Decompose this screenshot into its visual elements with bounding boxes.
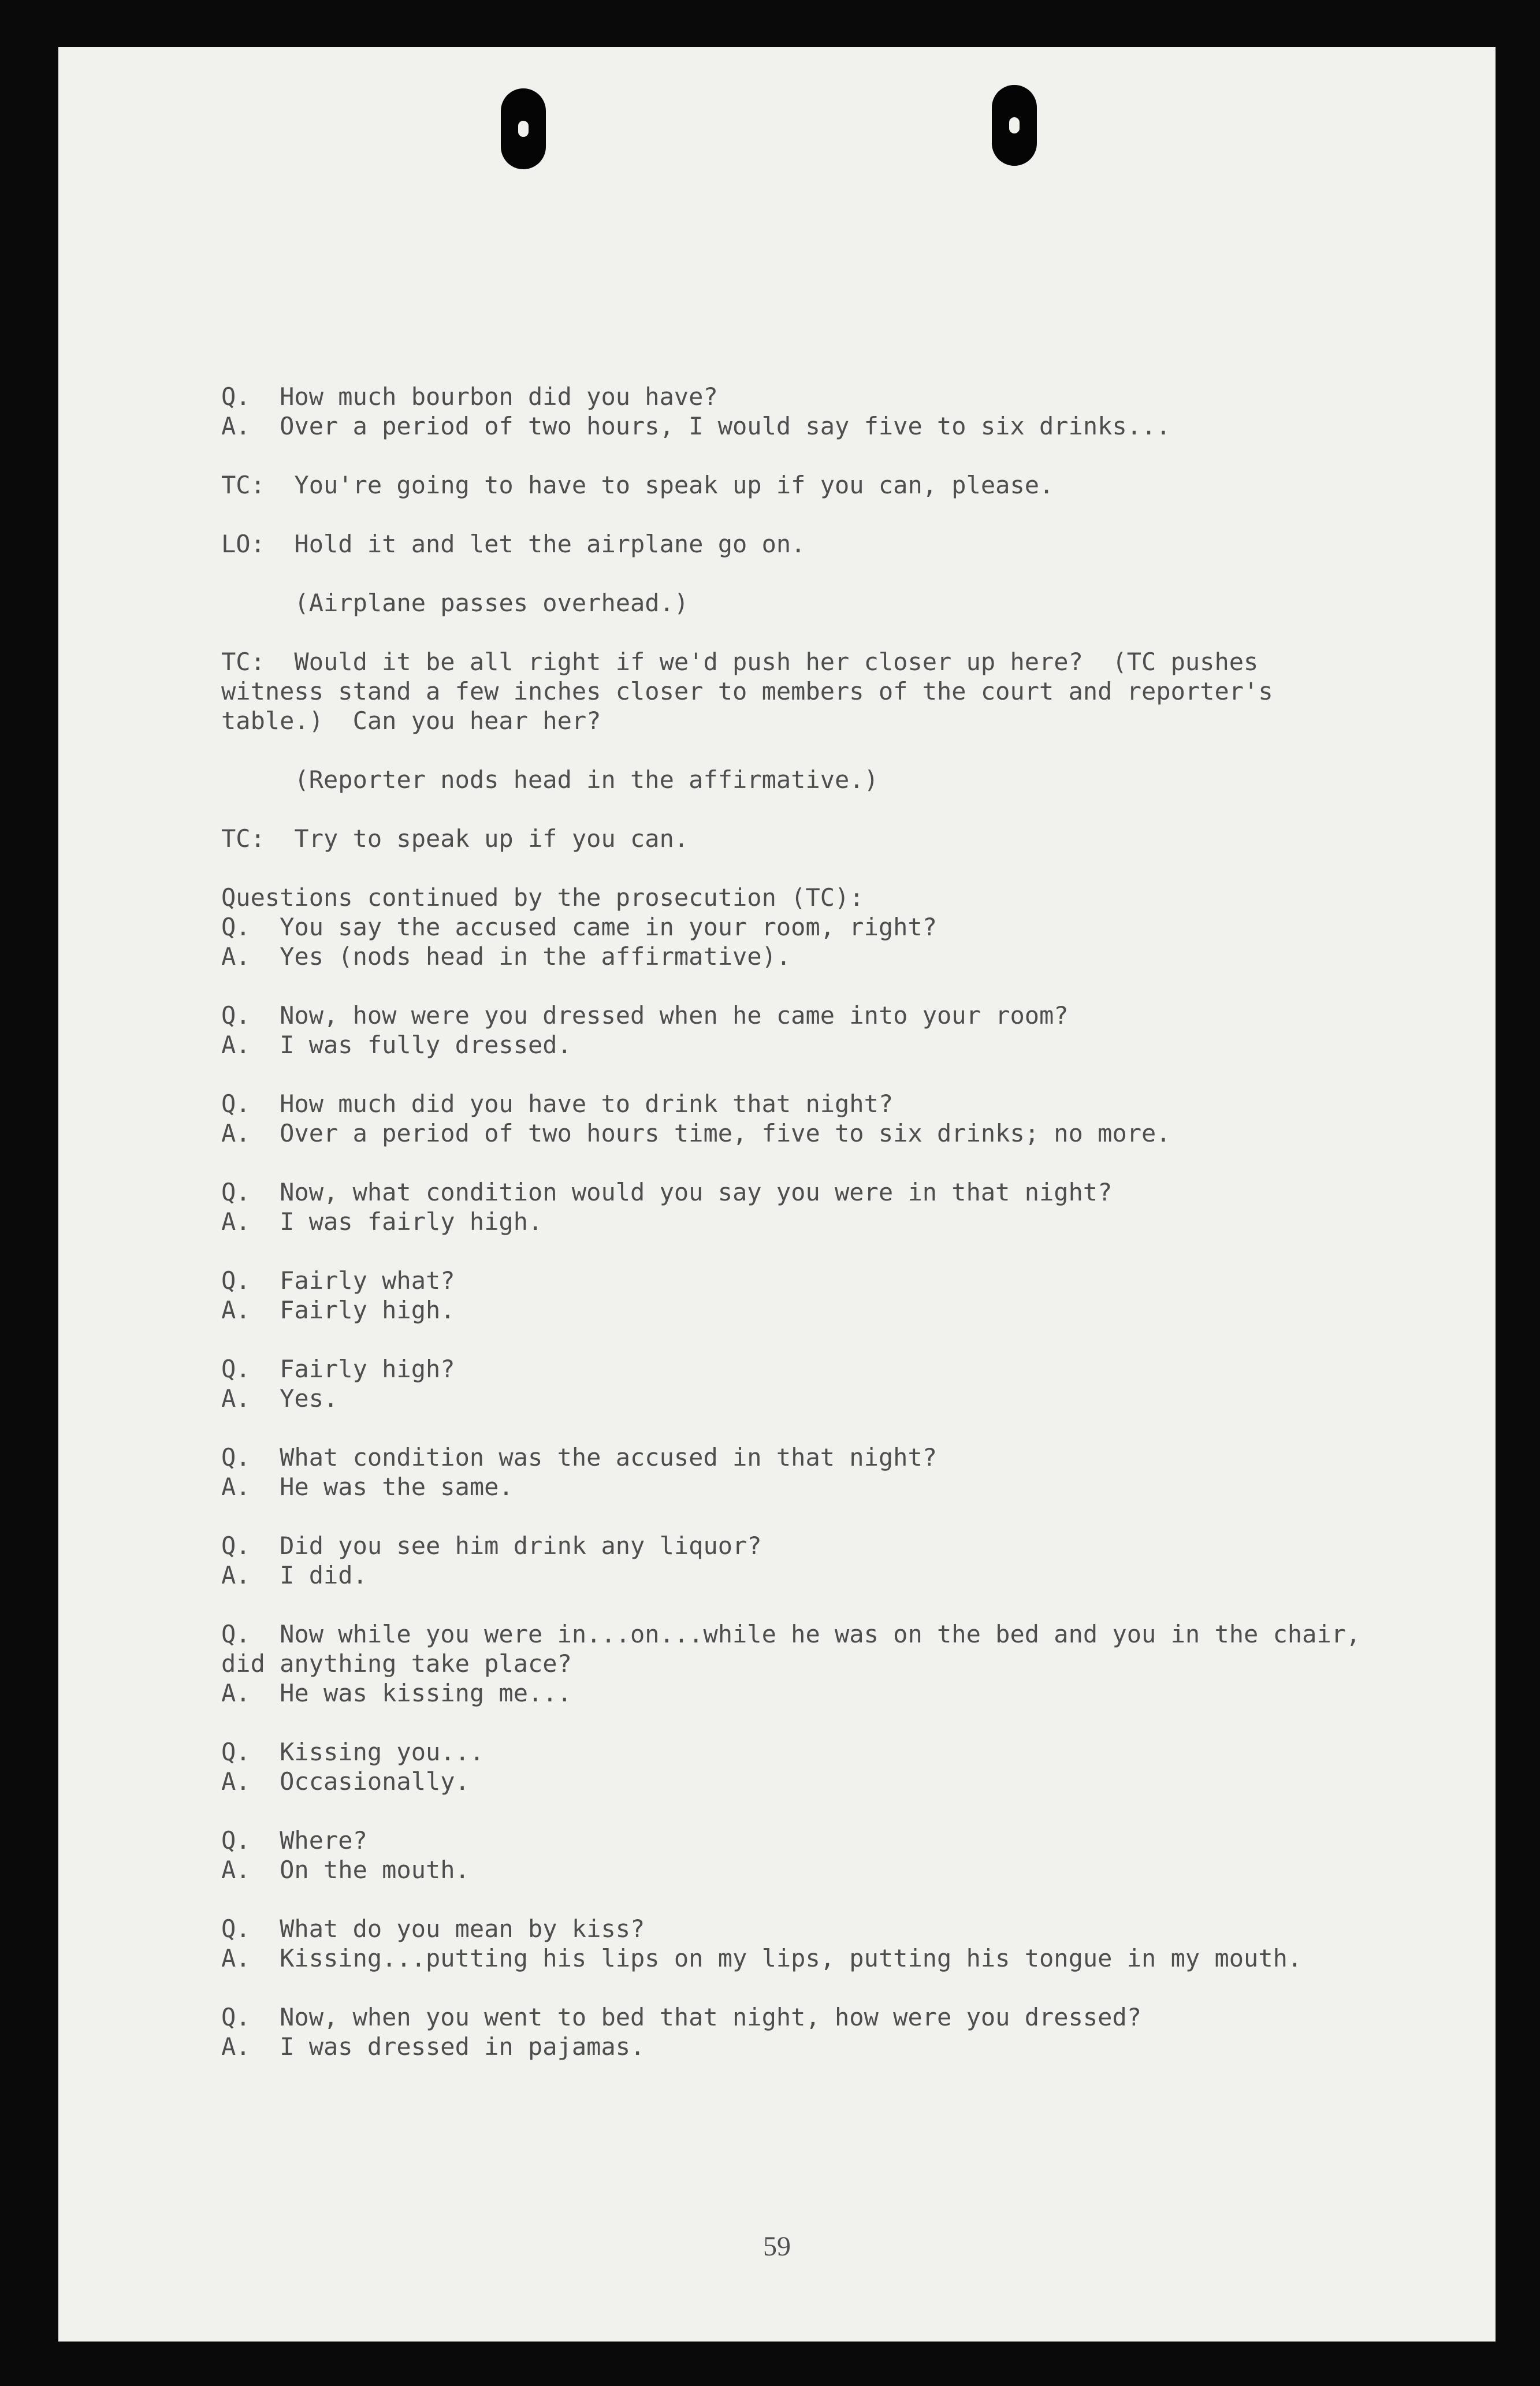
block-gap — [221, 1413, 1469, 1443]
block-gap — [221, 1148, 1469, 1177]
block-gap — [221, 1236, 1469, 1266]
transcript-line: Q. What do you mean by kiss? — [221, 1915, 645, 1943]
transcript-line: Q. Did you see him drink any liquor? — [221, 1532, 762, 1560]
transcript-line: Q. How much did you have to drink that night? — [221, 1090, 894, 1118]
transcript-line: A. Yes (nods head in the affirmative). — [221, 942, 791, 971]
transcript-line: A. I was dressed in pajamas. — [221, 2032, 645, 2061]
transcript-line: Q. Where? — [221, 1826, 367, 1854]
transcript-line: Q. Kissing you... — [221, 1738, 485, 1766]
transcript-line: Q. Now, when you went to bed that night, how were you dressed? — [221, 2003, 1142, 2031]
transcript-line: Q. Fairly high? — [221, 1355, 455, 1383]
transcript-line: A. Fairly high. — [221, 1296, 455, 1324]
block-gap — [221, 1325, 1469, 1354]
transcript-body — [221, 382, 1469, 2061]
transcript-line: (Reporter nods head in the affirmative.) — [221, 765, 879, 794]
transcript-line: A. On the mouth. — [221, 1856, 470, 1884]
block-gap — [221, 500, 1469, 529]
transcript-line: TC: Try to speak up if you can. — [221, 824, 689, 853]
transcript-line: Questions continued by the prosecution (TC): — [221, 883, 864, 912]
block-gap — [221, 735, 1469, 765]
transcript-line: A. Yes. — [221, 1384, 338, 1413]
page-number: 59 — [763, 2231, 791, 2262]
block-gap — [221, 441, 1469, 470]
block-gap — [221, 1973, 1469, 2002]
transcript-line: Q. What condition was the accused in that night? — [221, 1443, 938, 1471]
block-gap — [221, 1590, 1469, 1619]
block-gap — [221, 1885, 1469, 1914]
transcript-line: did anything take place? — [221, 1649, 572, 1678]
punch-hole-right — [992, 85, 1037, 166]
block-gap — [221, 1708, 1469, 1737]
transcript-line: (Airplane passes overhead.) — [221, 589, 689, 617]
transcript-line: Q. How much bourbon did you have? — [221, 382, 718, 411]
transcript-line: Q. Fairly what? — [221, 1266, 455, 1295]
transcript-line: TC: You're going to have to speak up if you can, please. — [221, 471, 1054, 499]
block-gap — [221, 794, 1469, 824]
block-gap — [221, 1060, 1469, 1089]
transcript-page — [58, 47, 1496, 2342]
transcript-line: A. He was kissing me... — [221, 1679, 572, 1707]
transcript-line: table.) Can you hear her? — [221, 707, 601, 735]
block-gap — [221, 1796, 1469, 1826]
transcript-line: A. I was fully dressed. — [221, 1031, 572, 1059]
transcript-line: A. Over a period of two hours, I would say five to six drinks... — [221, 412, 1171, 440]
block-gap — [221, 971, 1469, 1001]
transcript-line: A. Kissing...putting his lips on my lips, putting his tongue in my mouth. — [221, 1944, 1303, 1972]
block-gap — [221, 559, 1469, 588]
transcript-line: TC: Would it be all right if we'd push her closer up here? (TC pushes — [221, 648, 1259, 676]
transcript-line: A. Occasionally. — [221, 1767, 470, 1796]
block-gap — [221, 853, 1469, 883]
transcript-line: A. I was fairly high. — [221, 1207, 543, 1236]
punch-hole-left — [501, 88, 546, 169]
transcript-line: Q. You say the accused came in your room, right? — [221, 913, 938, 941]
transcript-line: A. I did. — [221, 1561, 367, 1589]
transcript-line: A. He was the same. — [221, 1473, 514, 1501]
transcript-line: A. Over a period of two hours time, five to six drinks; no more. — [221, 1119, 1171, 1147]
transcript-line: LO: Hold it and let the airplane go on. — [221, 530, 806, 558]
transcript-line: witness stand a few inches closer to members of the court and reporter's — [221, 677, 1273, 705]
transcript-line: Q. Now, what condition would you say you were in that night? — [221, 1178, 1113, 1206]
transcript-line: Q. Now while you were in...on...while he was on the bed and you in the chair, — [221, 1620, 1361, 1648]
block-gap — [221, 618, 1469, 647]
block-gap — [221, 1502, 1469, 1531]
transcript-line: Q. Now, how were you dressed when he came into your room? — [221, 1001, 1069, 1030]
